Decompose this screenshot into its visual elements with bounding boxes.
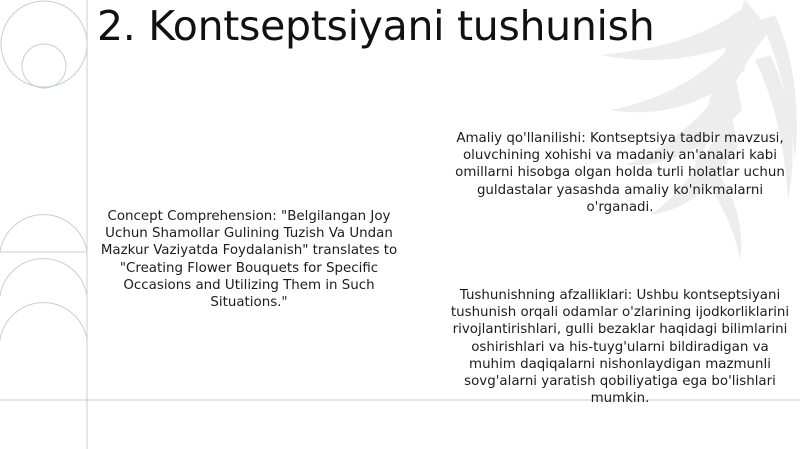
arc-shape-2 — [0, 259, 87, 296]
arc-shape-3 — [0, 303, 87, 340]
concept-comprehension-text: Concept Comprehension: "Belgilangan Joy Uchun Shamollar Gulining Tuzish Va Undan Mazkur Vaziyatda Foydalanish" translates to "Creating Flower Bouquets for Specific Occasions and Utilizing Them in Such Situations." — [100, 209, 398, 311]
top-small-circle — [22, 44, 66, 88]
slide-title: 2. Kontseptsiyani tushunish — [97, 2, 655, 50]
understanding-benefits-text: Tushunishning afzalliklari: Ushbu kontseptsiyani tushunish orqali odamlar o'zlarining ijodkorliklarini rivojlantirishlari, gulli bezaklar haqidagi bilimlarini oshirishlari va his-tuyg'ularni bildiradigan va muhim daqiqalarni nishonlaydigan mazmunli sovg'alarni yaratish qobiliyatiga ega bo'lishlari mumkin. — [450, 288, 790, 407]
arc-shape-1 — [0, 215, 87, 252]
practical-application-text: Amaliy qo'llanilishi: Kontseptsiya tadbir mavzusi, oluvchining xohishi va madaniy an'analari kabi omillarni hisobga olgan holda turli holatlar uchun guldastalar yasashda amaliy ko'nikmalarni o'rganadi. — [455, 131, 785, 215]
